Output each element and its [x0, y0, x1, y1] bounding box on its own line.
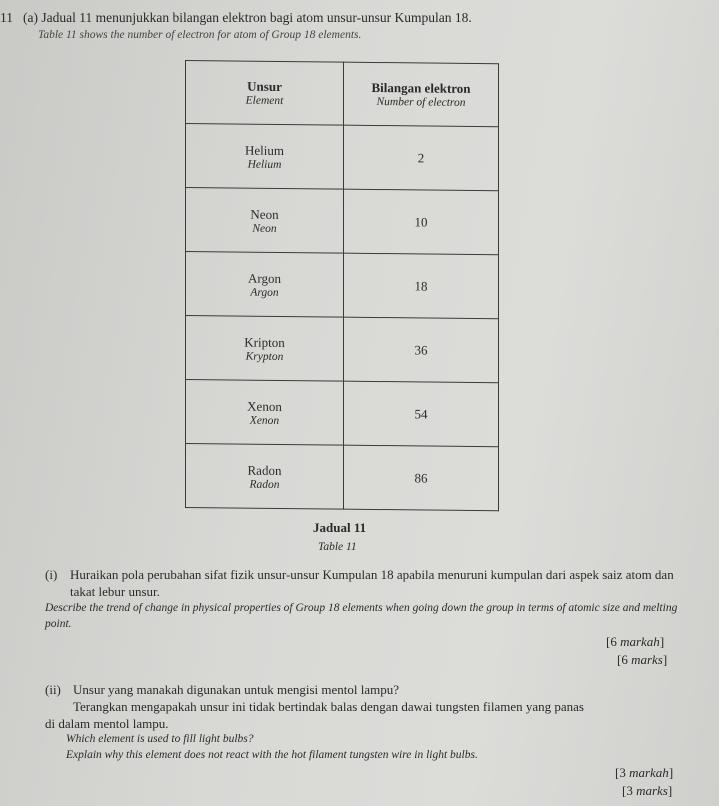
element-name-en: Xenon	[249, 414, 280, 427]
element-name-en: Argon	[250, 286, 279, 299]
part-ii-line2-en: Explain why this element does not react with the hot filament tungsten wire in light bulbs.	[66, 749, 478, 761]
part-ii-line1-ms: Unsur yang manakah digunakan untuk mengisi mentol lampu?	[73, 682, 400, 697]
element-name-ms: Kripton	[244, 334, 285, 350]
element-name-ms: Xenon	[247, 398, 282, 414]
question-heading-en: Table 11 shows the number of electron for atom of Group 18 elements.	[38, 29, 362, 41]
marks-num: [6	[606, 634, 621, 649]
question-number: 11	[0, 10, 13, 25]
table-header-row	[186, 61, 499, 127]
part-ii-line3-ms: di dalam mentol lampu.	[45, 716, 169, 731]
question-heading	[0, 10, 472, 26]
part-ii-marks-ms	[615, 765, 673, 781]
element-name-en: Radon	[249, 478, 280, 491]
part-i-marks-ms	[606, 634, 664, 650]
electron-count: 2	[344, 125, 499, 191]
table-caption-ms: Jadual 11	[313, 520, 367, 535]
table-row	[186, 380, 499, 447]
table-caption-en: Table 11	[318, 541, 357, 553]
element-name-ms: Neon	[250, 206, 279, 222]
element-name-en: Neon	[252, 222, 277, 235]
marks-end: ]	[662, 652, 668, 667]
part-ii-label: (ii)	[45, 682, 61, 697]
electron-count: 36	[344, 317, 499, 383]
element-cell	[186, 380, 344, 446]
marks-word: markah	[629, 765, 669, 780]
electron-count: 54	[344, 381, 499, 447]
table-row	[186, 188, 499, 255]
part-ii-line1-en: Which element is used to fill light bulbs?	[66, 733, 254, 745]
element-name-en: Krypton	[245, 350, 284, 363]
electron-count: 10	[344, 189, 499, 255]
element-name-ms: Radon	[247, 462, 282, 478]
table-row	[186, 444, 499, 511]
header-electron-en: Number of electron	[376, 96, 466, 109]
element-cell	[186, 188, 344, 254]
part-i-text-ms: Huraikan pola perubahan sifat fizik unsur-unsur Kumpulan 18 apabila menuruni kumpulan dari aspek saiz atom dan takat lebur unsur.	[70, 567, 674, 599]
marks-word: marks	[631, 652, 663, 667]
table-row	[186, 252, 499, 319]
part-i-text-en: Describe the trend of change in physical properties of Group 18 elements when going down the group in terms of atomic size and melting point.	[45, 602, 678, 630]
question-heading-ms: Jadual 11 menunjukkan bilangan elektron bagi atom unsur-unsur Kumpulan 18.	[41, 10, 472, 25]
header-element-en: Element	[245, 94, 284, 108]
part-i-label: (i)	[45, 567, 58, 582]
element-cell	[186, 444, 344, 510]
electron-table	[185, 60, 499, 511]
electron-count: 18	[344, 253, 499, 319]
element-cell	[186, 316, 344, 382]
element-name-ms: Helium	[245, 142, 284, 158]
marks-word: markah	[620, 634, 660, 649]
element-name-ms: Argon	[248, 270, 281, 286]
table-row	[186, 316, 499, 383]
marks-word: marks	[636, 783, 668, 798]
header-electron	[344, 62, 499, 127]
marks-end: ]	[659, 634, 665, 649]
table-row	[186, 124, 499, 191]
marks-end: ]	[667, 783, 673, 798]
header-element-ms: Unsur	[247, 78, 282, 95]
element-name-en: Helium	[247, 158, 282, 171]
element-cell	[186, 252, 344, 318]
marks-num: [3	[615, 765, 630, 780]
electron-count: 86	[344, 445, 499, 511]
header-electron-ms: Bilangan elektron	[371, 79, 471, 96]
marks-num: [6	[617, 652, 632, 667]
part-i-marks-en	[617, 652, 667, 668]
element-cell	[186, 124, 344, 190]
marks-end: ]	[668, 765, 674, 780]
question-part: (a)	[23, 10, 38, 25]
part-ii-marks-en	[622, 783, 672, 799]
marks-num: [3	[622, 783, 637, 798]
header-element	[186, 61, 344, 126]
part-ii-line2-ms: Terangkan mengapakah unsur ini tidak bertindak balas dengan dawai tungsten filamen yang panas	[73, 699, 584, 714]
